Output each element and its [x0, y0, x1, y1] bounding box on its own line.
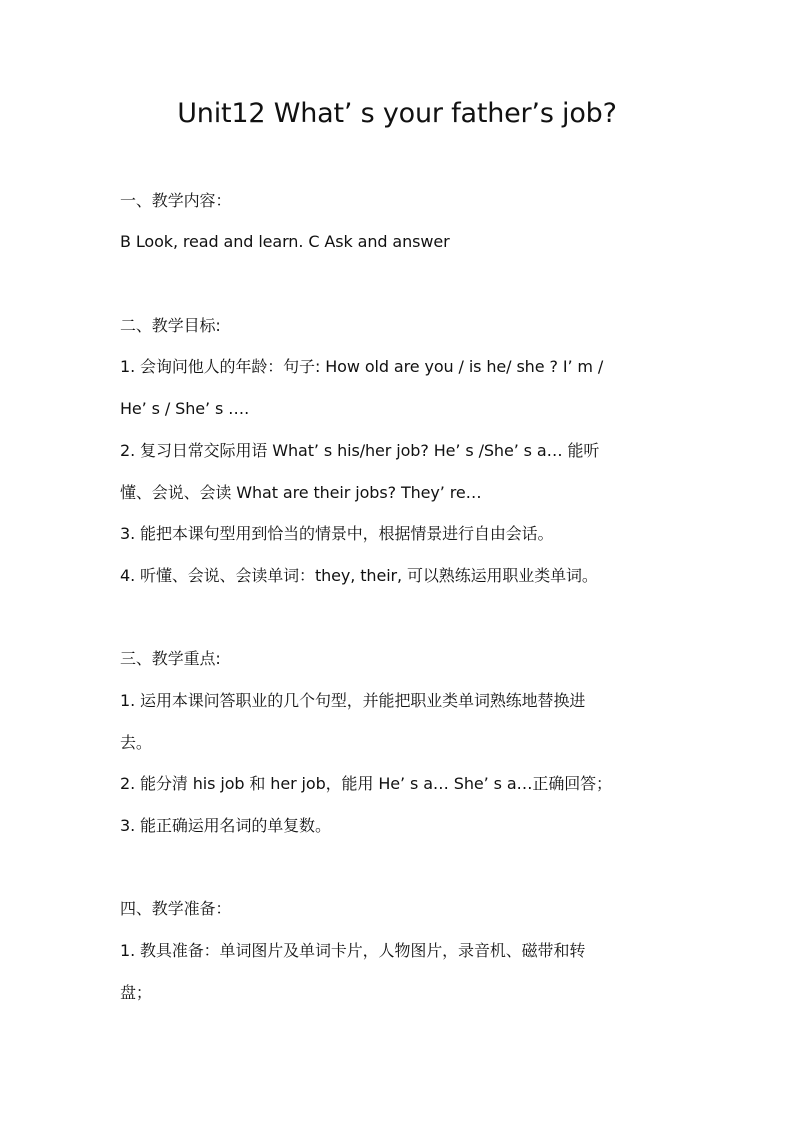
preparation-line: 盘；: [120, 983, 152, 1002]
objective-line: 懂、会说、会读 What are their jobs? They’ re…: [120, 483, 482, 502]
key-point-line: 2. 能分清 his job 和 her job，能用 He’ s a… She’ s a…正确回答；: [120, 774, 612, 793]
page-title: Unit12 What’ s your father’s job?: [177, 98, 617, 129]
section-heading-preparation: 四、教学准备：: [120, 899, 232, 918]
section-heading-content: 一、教学内容：: [120, 191, 232, 210]
objective-line: 3. 能把本课句型用到恰当的情景中，根据情景进行自由会话。: [120, 524, 554, 543]
objective-line: 2. 复习日常交际用语 What’ s his/her job? He’ s /She’ s a… 能听: [120, 441, 600, 460]
objective-line: He’ s / She’ s ….: [120, 399, 250, 418]
content-line: B Look, read and learn. C Ask and answer: [120, 232, 450, 251]
section-heading-key-points: 三、教学重点:: [120, 649, 221, 668]
objective-line: 1. 会询问他人的年龄：句子: How old are you / is he/ she ? I’ m /: [120, 357, 604, 376]
preparation-line: 1. 教具准备：单词图片及单词卡片，人物图片，录音机、磁带和转: [120, 941, 586, 960]
key-point-line: 1. 运用本课问答职业的几个句型，并能把职业类单词熟练地替换进: [120, 691, 586, 710]
key-point-line: 3. 能正确运用名词的单复数。: [120, 816, 331, 835]
objective-line: 4. 听懂、会说、会读单词：they, their, 可以熟练运用职业类单词。: [120, 566, 598, 585]
section-heading-objectives: 二、教学目标:: [120, 316, 221, 335]
key-point-line: 去。: [120, 733, 152, 752]
